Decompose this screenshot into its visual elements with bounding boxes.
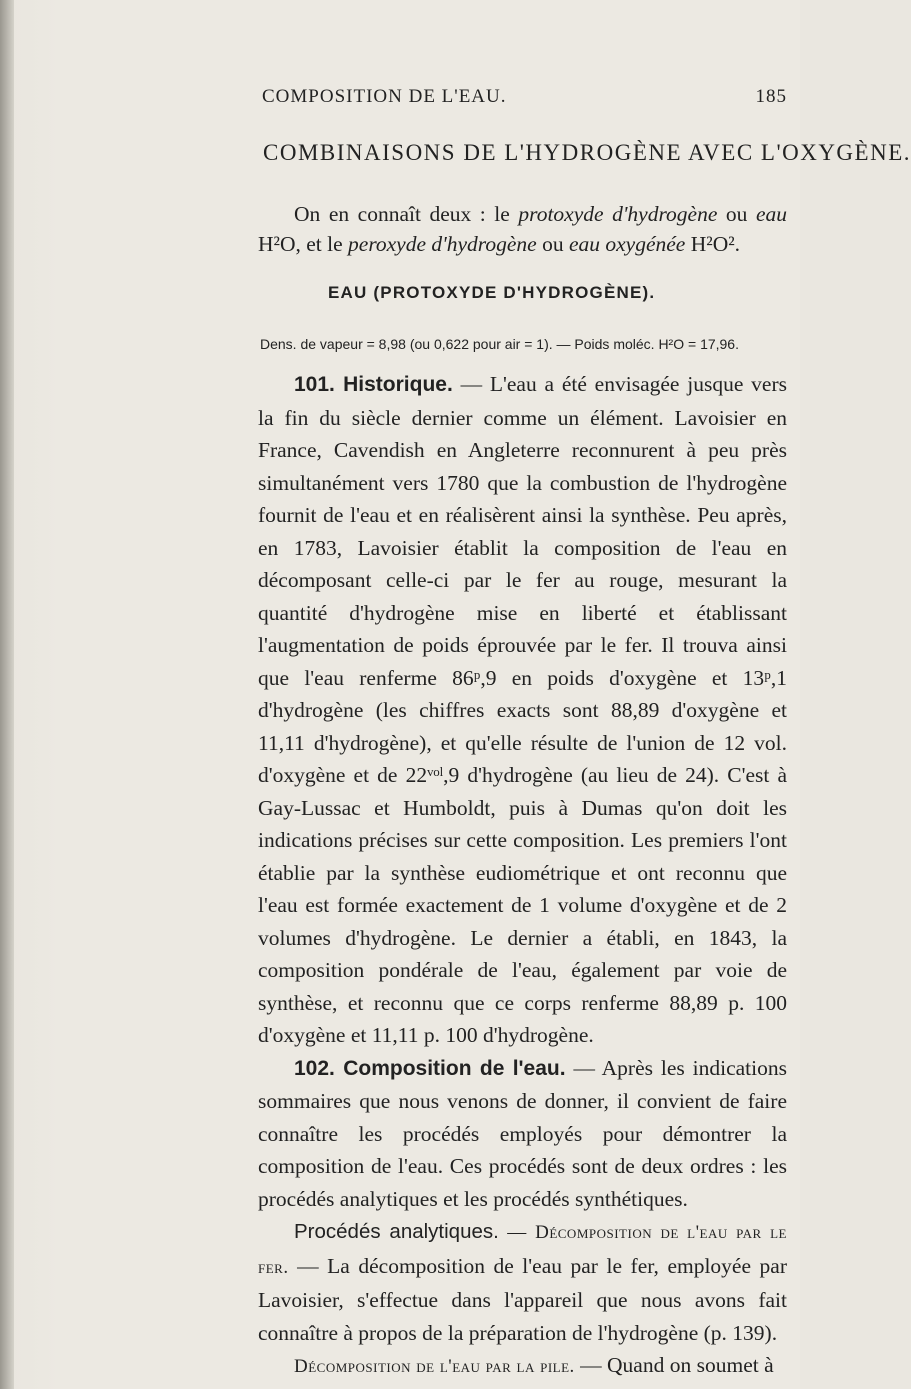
paragraph-102 bbox=[258, 1052, 787, 1216]
paragraph-text: — La décomposition de l'eau par le fer, employée par Lavoisier, s'effectue dans l'appareil que nous avons fait connaître à propos de la préparation de l'hydrogène (p. 139). bbox=[258, 1253, 787, 1345]
paragraph-text: — Quand on soumet à bbox=[574, 1353, 774, 1377]
intro-term: eau oxygénée bbox=[568, 232, 686, 256]
paragraph-heading: 101. Historique. bbox=[294, 373, 453, 396]
body-text bbox=[258, 368, 787, 1384]
paragraph-analytic bbox=[258, 1215, 787, 1349]
intro-text: ou bbox=[717, 202, 756, 226]
paragraph-101 bbox=[258, 368, 787, 1052]
paragraph-heading: Procédés analytiques. bbox=[294, 1220, 499, 1243]
paragraph-text: — Après les indications sommaires que nous venons de donner, il convient de faire connaître les procédés employés pour démontrer la composition de l'eau. Ces procédés sont de deux ordres : les procédés analytiques et les procédés synthétiques. bbox=[258, 1055, 787, 1211]
smallcaps-heading: Décomposition de l'eau par la pile. bbox=[294, 1356, 575, 1377]
intro-text: ou bbox=[536, 232, 569, 256]
density-line: Dens. de vapeur = 8,98 (ou 0,622 pour air = 1). — Poids moléc. H²O = 17,96. bbox=[260, 336, 739, 352]
running-head-title: COMPOSITION DE L'EAU. bbox=[262, 86, 507, 107]
intro-term: protoxyde d'hydrogène bbox=[518, 202, 718, 226]
intro-term: peroxyde d'hydrogène bbox=[348, 232, 537, 256]
book-spine-shadow bbox=[0, 0, 14, 1389]
intro-text: On en connaît deux : le bbox=[294, 202, 519, 226]
subheading: EAU (PROTOXYDE D'HYDROGÈNE). bbox=[328, 283, 656, 302]
section-title: COMBINAISONS DE L'HYDROGÈNE AVEC L'OXYGÈNE. bbox=[263, 140, 911, 165]
intro-term: eau bbox=[755, 202, 788, 226]
smallcaps-heading: — Décomposition de l'eau par le fer. bbox=[258, 1222, 787, 1278]
paragraph-pile bbox=[258, 1349, 787, 1384]
intro-text: H²O². bbox=[685, 232, 741, 256]
intro-text: H²O, et le bbox=[258, 232, 349, 256]
intro-paragraph bbox=[258, 199, 787, 259]
paragraph-heading: 102. Composition de l'eau. bbox=[294, 1056, 566, 1080]
page-number: 185 bbox=[755, 86, 787, 107]
paragraph-text: — L'eau a été envisagée jusque vers la fin du siècle dernier comme un élément. Lavoisier en France, Cavendish en Angleterre reconnurent à peu près simultanément vers 1780 que la combustion de l'hydrogène fournit de l'eau et en réalisèrent ainsi la synthèse. Peu après, en 1783, Lavoisier établit la composition de l'eau en décomposant celle-ci par le fer au rouge, mesurant la quantité d'hydrogène mise en liberté et établissant l'augmentation de poids éprouvée par le fer. Il trouva ainsi que l'eau renferme 86ᵖ,9 en poids d'oxygène et 13ᵖ,1 d'hydrogène (les chiffres exacts sont 88,89 d'oxygène et 11,11 d'hydrogène), et qu'elle résulte de l'union de 12 vol. d'oxygène et de 22ᵛᵒˡ,9 d'hydrogène (au lieu de 24). C'est à Gay-Lussac et Humboldt, puis à Dumas qu'on doit les indications précises sur cette composition. Les premiers l'ont établie par la synthèse eudiométrique et ont reconnu que l'eau est formée exactement de 1 volume d'oxygène et de 2 volumes d'hydrogène. Le dernier a établi, en 1843, la composition pondérale de l'eau, également par voie de synthèse, et reconnu que ce corps renferme 88,89 p. 100 d'oxygène et 11,11 p. 100 d'hydrogène. bbox=[258, 372, 787, 1047]
